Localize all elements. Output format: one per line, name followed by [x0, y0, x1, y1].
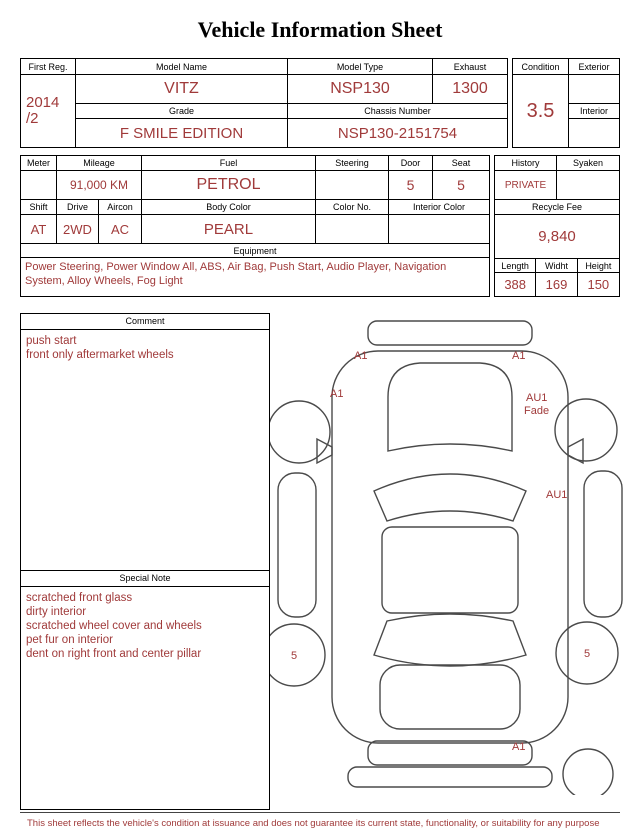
model-type-value: NSP130: [288, 75, 433, 104]
recycle-fee-value: 9,840: [495, 215, 619, 259]
seat-label: Seat: [433, 156, 489, 171]
height-label: Height: [578, 259, 619, 273]
syaken-label: Syaken: [557, 156, 619, 171]
mileage-label: Mileage: [57, 156, 142, 171]
special-note-line: pet fur on interior: [26, 634, 113, 647]
meter-value: [21, 171, 57, 200]
rear-left-wheel: [270, 624, 325, 686]
recycle-fee-label: Recycle Fee: [495, 200, 619, 215]
first-reg-value: [21, 75, 76, 147]
drive-label: Drive: [57, 200, 99, 215]
condition-table: [512, 58, 620, 148]
chassis-number-label: Chassis Number: [288, 104, 507, 119]
width-value: 169: [536, 273, 577, 296]
comment-line: push start: [26, 335, 77, 347]
interior-color-value: [389, 215, 489, 244]
trunk-shape: [380, 665, 520, 729]
first-reg-year: 2014: [26, 93, 60, 111]
chassis-number-value: NSP130-2151754: [337, 124, 458, 142]
windshield-shape: [374, 474, 526, 521]
special-note-line: dent on right front and center pillar: [26, 648, 202, 661]
damage-label-front-left: A1: [354, 350, 368, 362]
first-reg-month: /2: [26, 110, 39, 127]
roof-shape: [382, 527, 518, 613]
rear-window-shape: [374, 614, 526, 666]
comment-line: front only aftermarket wheels: [26, 349, 174, 362]
history-table: [494, 155, 620, 297]
equipment-value: Power Steering, Power Window All, ABS, Air Bag, Push Start, Audio Player, Navigation System, Alloy Wheels, Fog Light: [25, 261, 447, 288]
right-door-panel: [584, 471, 622, 617]
interior-color-label: Interior Color: [389, 200, 489, 215]
comment-text: [21, 330, 269, 570]
model-name-value: VITZ: [76, 75, 288, 104]
fuel-label: Fuel: [142, 156, 316, 171]
spec-table: [20, 155, 490, 297]
front-left-wheel: [270, 401, 330, 463]
fuel-value: PETROL: [142, 171, 316, 200]
aircon-value: AC: [99, 215, 142, 244]
drive-value: 2WD: [57, 215, 99, 244]
front-bumper-shape: [368, 321, 532, 345]
grade-label: Grade: [76, 104, 288, 119]
hood-shape: [388, 363, 512, 451]
footer-divider: [20, 812, 620, 813]
car-outline: [270, 321, 622, 795]
length-label: Length: [495, 259, 536, 273]
condition-label: Condition: [513, 59, 569, 75]
condition-value: 3.5: [513, 75, 569, 147]
length-value: 388: [495, 273, 536, 296]
left-door-panel: [278, 473, 316, 617]
history-label: History: [495, 156, 557, 171]
first-reg-label: First Reg.: [21, 59, 76, 75]
damage-labels: [291, 350, 590, 753]
special-note-line: scratched front glass: [26, 592, 133, 604]
right-mirror: [568, 439, 583, 463]
height-value: 150: [587, 277, 610, 292]
exhaust-value: 1300: [433, 75, 507, 104]
model-type-label: Model Type: [288, 59, 433, 75]
grade-value: F SMILE EDITION: [76, 119, 288, 147]
exhaust-label: Exhaust: [433, 59, 507, 75]
equipment-label: Equipment: [21, 244, 489, 258]
car-damage-diagram: [270, 315, 630, 795]
special-note-text: [21, 587, 269, 809]
front-right-wheel: [555, 399, 617, 461]
syaken-value: [557, 171, 619, 200]
color-no-value: [316, 215, 389, 244]
width-label: Widht: [536, 259, 577, 273]
special-note-line: scratched wheel cover and wheels: [26, 620, 202, 633]
rear-bumper-shape: [348, 767, 552, 787]
color-no-label: Color No.: [316, 200, 389, 215]
shift-value: AT: [21, 215, 57, 244]
body-color-label: Body Color: [142, 200, 316, 215]
door-value: 5: [389, 171, 433, 200]
body-color-value: PEARL: [142, 215, 316, 244]
damage-label-right-fender: AU1: [526, 392, 548, 404]
damage-label-rear-left-wheel: 5: [290, 650, 298, 662]
page-title: Vehicle Information Sheet: [197, 17, 443, 42]
interior-value: [569, 119, 619, 147]
meter-label: Meter: [21, 156, 57, 171]
exterior-label: Exterior: [569, 59, 619, 75]
interior-label: Interior: [569, 104, 619, 119]
seat-value: 5: [433, 171, 489, 200]
steering-label: Steering: [316, 156, 389, 171]
history-value: PRIVATE: [495, 171, 557, 200]
comment-label: Comment: [21, 314, 269, 330]
damage-label-rear: A1: [512, 741, 526, 753]
registration-table: [20, 58, 508, 148]
shift-label: Shift: [21, 200, 57, 215]
spare-wheel: [563, 749, 613, 795]
damage-label-right-door: AU1: [546, 489, 568, 501]
left-mirror: [317, 439, 332, 463]
special-note-line: dirty interior: [26, 606, 87, 619]
damage-label-left-fender: A1: [330, 388, 344, 400]
special-note-label: Special Note: [21, 570, 269, 587]
mileage-value: 91,000 KM: [57, 171, 142, 200]
damage-label-right-fender-fade: Fade: [524, 405, 550, 417]
rear-panel-shape: [368, 741, 532, 765]
disclaimer-text: This sheet reflects the vehicle's condition at issuance and does not guarantee its current state, functionality, or suitability for any purpose: [27, 818, 600, 829]
aircon-label: Aircon: [99, 200, 142, 215]
exterior-value: [569, 75, 619, 104]
model-name-label: Model Name: [76, 59, 288, 75]
comment-box: [20, 313, 270, 810]
damage-label-rear-right-wheel: 5: [583, 648, 591, 660]
steering-value: [316, 171, 389, 200]
damage-label-front-right: A1: [512, 350, 526, 362]
door-label: Door: [389, 156, 433, 171]
